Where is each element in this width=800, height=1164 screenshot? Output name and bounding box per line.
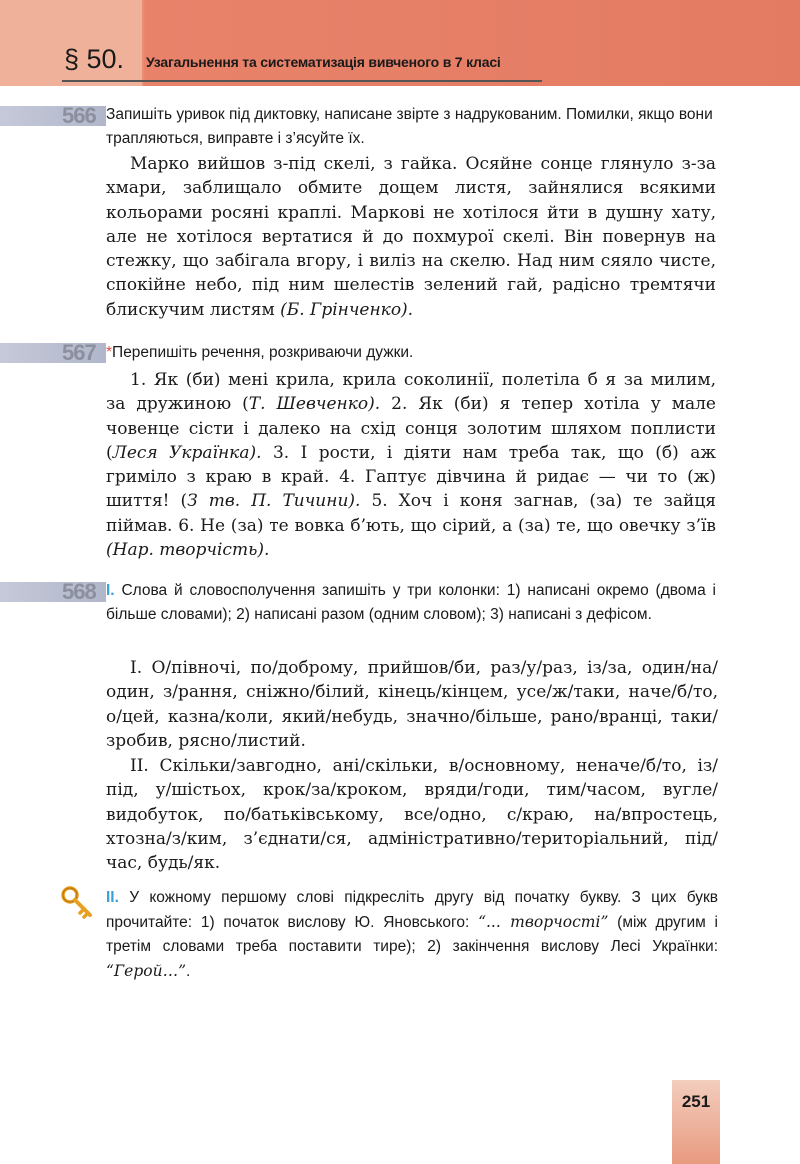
source-4: (Нар. творчість). xyxy=(106,540,270,561)
part-2-text-b: (між другим і третім словами треба поставити тире); 2) закінчення вислову Лесі Українки: xyxy=(106,914,718,955)
exercise-567-instruction xyxy=(106,341,716,365)
header-underline xyxy=(62,80,542,82)
part-2-text-a: У кожному першому слові підкресліть другу від початку букву. З цих букв прочитайте: 1) початок вислову Ю. Яновського: xyxy=(106,889,719,931)
part-1-instruction-text: Слова й словосполучення запишіть у три колонки: 1) написані окремо (двома і більше словами); 2) написані разом (одним словом); 3) написані з дефісом. xyxy=(106,582,716,623)
exercise-number-566: 566 xyxy=(62,103,96,128)
exercise-567-instruction-text: Перепишіть речення, розкриваючи дужки. xyxy=(112,344,414,361)
exercise-566-passage: Марко вийшов з-під скелі, з гайка. Осяйне сонце глянуло з-за хмари, заблищало обмите дощем листя, зайнялися всякими кольорами росяні краплі. Маркові не хотілося йти в душну хату, але не хотілося вертатися й до похмурої скелі. Він повернув на стежку, що забігала вгору, і виліз на скелю. Над ним сяяло чисте, спокійне небо, під ним шелестів зелений гай, радісно тремтячи блискучим листям xyxy=(106,154,716,320)
part-1-label: I. xyxy=(106,582,115,599)
quote-yanovsky: “... творчості” xyxy=(478,913,609,931)
source-1: Т. Шевченко). xyxy=(248,394,381,415)
section-title: Узагальнення та систематизація вивченого в 7 класі xyxy=(146,54,501,70)
sentence-1: 1. Як (би) мені крила, крила соколинії, полетіла б я за милим, за дружиною ( xyxy=(106,370,716,415)
exercise-number-568: 568 xyxy=(62,579,96,604)
word-group-2: II. Скільки/завгодно, ані/скільки, в/основному, неначе/б/то, із/під, у/шістьох, крок/за/кроком, вряди/годи, тим/часом, вугле/видобуток, по/батьківському, все/одно, с/краю, на/впростець, хтозна/з/ким, з’єднати/ся, адміністративно/територіальний, під/час, будь/як. xyxy=(106,756,718,874)
exercise-566-source: (Б. Грінченко). xyxy=(280,299,414,320)
exercise-567-text xyxy=(106,368,716,562)
star-marker: * xyxy=(106,344,113,361)
section-number: § 50. xyxy=(64,44,125,74)
exercise-566-text xyxy=(106,152,716,322)
quote-lesya: “Герой…” xyxy=(106,962,187,980)
exercise-566-instruction: Запишіть уривок під диктовку, написане звірте з надрукованим. Помилки, якщо вони трапляються, виправте і з’ясуйте їх. xyxy=(106,106,713,147)
page-number: 251 xyxy=(681,1092,711,1111)
sentences-5-6: 5. Хоч і коня загнав, (за) те зайця піймав. 6. Не (за) те вовка б’ють, що сірий, а (за) те, що овечку з’їв xyxy=(106,491,716,536)
exercise-568-part1-instruction xyxy=(106,579,716,627)
sentence-2: 2. Як (би) я тепер хотіла у мале човенце сісти і далеко на схід сонця золотим шляхом поплисти ( xyxy=(106,394,716,463)
source-3: З тв. П. Тичини). xyxy=(187,491,361,512)
part-2-label: II. xyxy=(106,889,119,906)
source-2: Леся Українка). xyxy=(112,442,262,463)
key-icon xyxy=(60,885,96,919)
exercise-568-part2 xyxy=(106,886,718,984)
word-group-1: I. О/півночі, по/доброму, прийшов/би, раз/у/раз, із/за, один/на/один, з/рання, сніжно/білий, кінець/кінцем, усе/ж/таки, наче/б/то, о/цей, казна/коли, який/небудь, значно/більше, рано/вранці, таки/зробив, рясно/листий. xyxy=(106,658,718,751)
sentences-3-4: 3. І рости, і діяти нам треба так, що (б) аж гриміло з краю в край. 4. Гаптує дівчина й ридає — чи то (ж) шиття! ( xyxy=(106,442,717,512)
exercise-number-567: 567 xyxy=(62,340,96,365)
part-2-text-c: . xyxy=(186,963,191,980)
